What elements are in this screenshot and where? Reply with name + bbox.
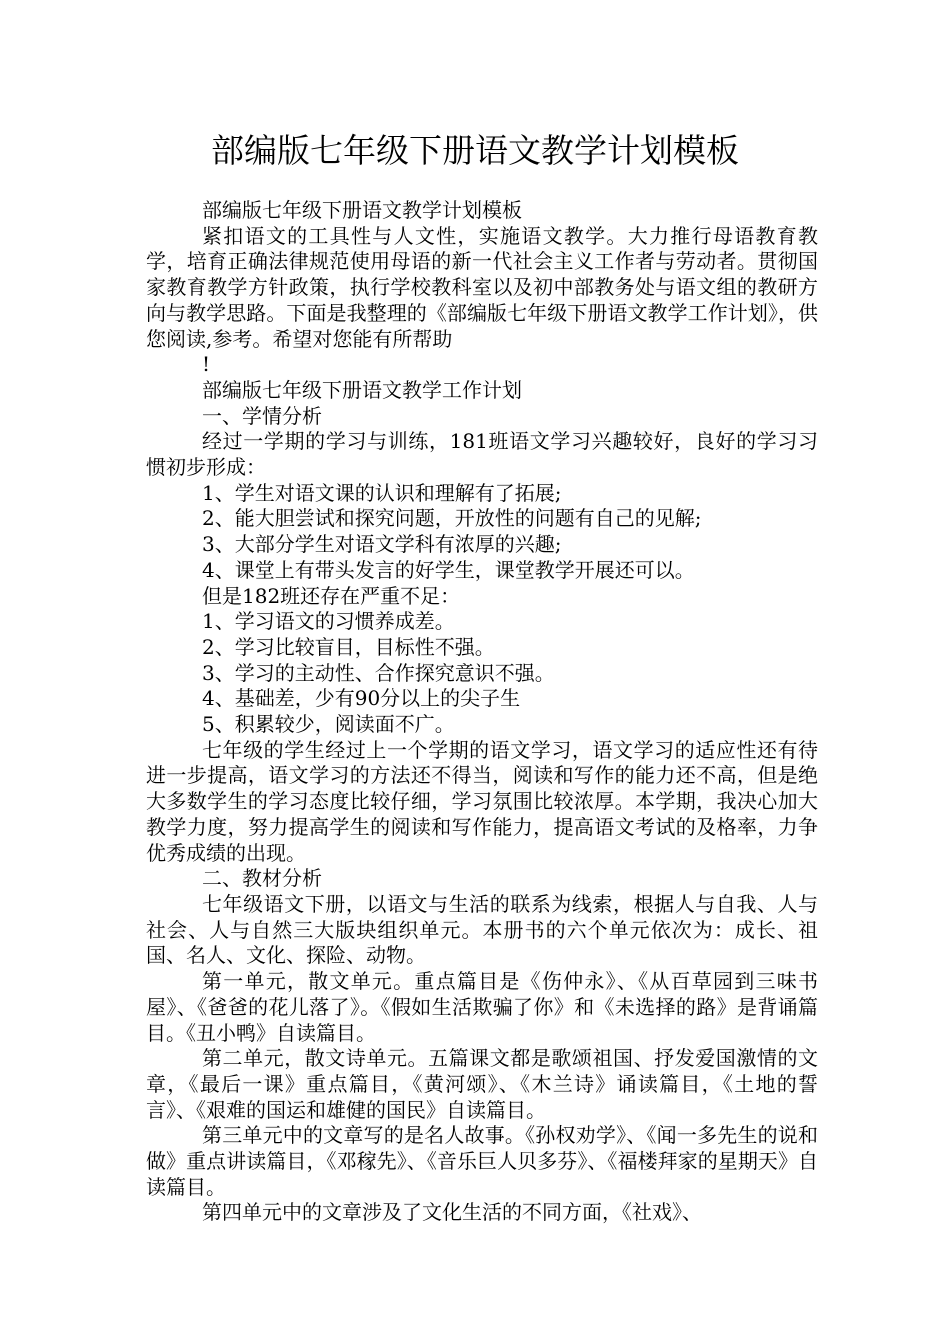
list-item: 3、大部分学生对语文学科有浓厚的兴趣;: [202, 532, 562, 557]
paragraph-unit-2: 第二单元，散文诗单元。五篇课文都是歌颂祖国、抒发爱国激情的文章，《最后一课》重点篇目，《黄河颂》、《木兰诗》诵读篇目，《土地的誓言》、《艰难的国运和雄健的国民》自读篇目。: [146, 1046, 818, 1122]
paragraph-student-overview: 七年级的学生经过上一个学期的语文学习，语文学习的适应性还有待进一步提高，语文学习的方法还不得当，阅读和写作的能力还不高，但是绝大多数学生的学习态度比较仔细，学习氛围比较浓厚。本学期，我决心加大教学力度，努力提高学生的阅读和写作能力，提高语文考试的及格率，力争优秀成绩的出现。: [146, 737, 818, 865]
list-item: 4、基础差，少有90分以上的尖子生: [202, 686, 521, 711]
list-item: 2、能大胆尝试和探究问题，开放性的问题有自己的见解;: [202, 506, 702, 531]
list-item: 2、学习比较盲目，目标性不强。: [202, 634, 495, 659]
paragraph-unit-1: 第一单元，散文单元。重点篇目是《伤仲永》、《从百草园到三味书屋》、《爸爸的花儿落了》。《假如生活欺骗了你》和《未选择的路》是背诵篇目。《丑小鸭》自读篇目。: [146, 969, 818, 1045]
document-body: [146, 198, 818, 1226]
paragraph-unit-3: 第三单元中的文章写的是名人故事。《孙权劝学》、《闻一多先生的说和做》重点讲读篇目，《邓稼先》、《音乐巨人贝多芬》、《福楼拜家的星期天》自读篇目。: [146, 1123, 818, 1199]
paragraph-textbook-overview: 七年级语文下册，以语文与生活的联系为线索，根据人与自我、人与社会、人与自然三大版块组织单元。本册书的六个单元依次为：成长、祖国、名人、文化、探险、动物。: [146, 891, 818, 968]
section-heading-textbook: 二、教材分析: [202, 866, 322, 891]
paragraph-subtitle: 部编版七年级下册语文教学计划模板: [202, 198, 522, 222]
list-item: 4、课堂上有带头发言的好学生，课堂教学开展还可以。: [202, 557, 695, 582]
paragraph-plan-heading: 部编版七年级下册语文教学工作计划: [202, 377, 522, 402]
paragraph-intro: 紧扣语文的工具性与人文性，实施语文教学。大力推行母语教育教学，培育正确法律规范使用母语的新一代社会主义工作者与劳动者。贯彻国家教育教学方针政策，执行学校教科室以及初中部教务处与语文组的教研方向与教学思路。下面是我整理的《部编版七年级下册语文教学工作计划》，供您阅读,参考。希望对您能有所帮助: [146, 223, 818, 351]
list-item: 3、学习的主动性、合作探究意识不强。: [202, 660, 555, 685]
document-title: 部编版七年级下册语文教学计划模板: [211, 131, 739, 170]
paragraph-learning-summary: 经过一学期的学习与训练，181班语文学习兴趣较好，良好的学习习惯初步形成：: [146, 429, 818, 480]
paragraph-shortcomings: 但是182班还存在严重不足：: [202, 583, 461, 608]
list-item: 5、积累较少，阅读面不广。: [202, 712, 455, 737]
section-heading-learning: 一、学情分析: [202, 403, 322, 428]
list-item: 1、学生对语文课的认识和理解有了拓展;: [202, 480, 562, 505]
paragraph-unit-4: 第四单元中的文章涉及了文化生活的不同方面，《社戏》、: [202, 1200, 702, 1225]
list-item: 1、学习语文的习惯养成差。: [202, 609, 455, 634]
paragraph-exclamation: !: [202, 352, 211, 377]
